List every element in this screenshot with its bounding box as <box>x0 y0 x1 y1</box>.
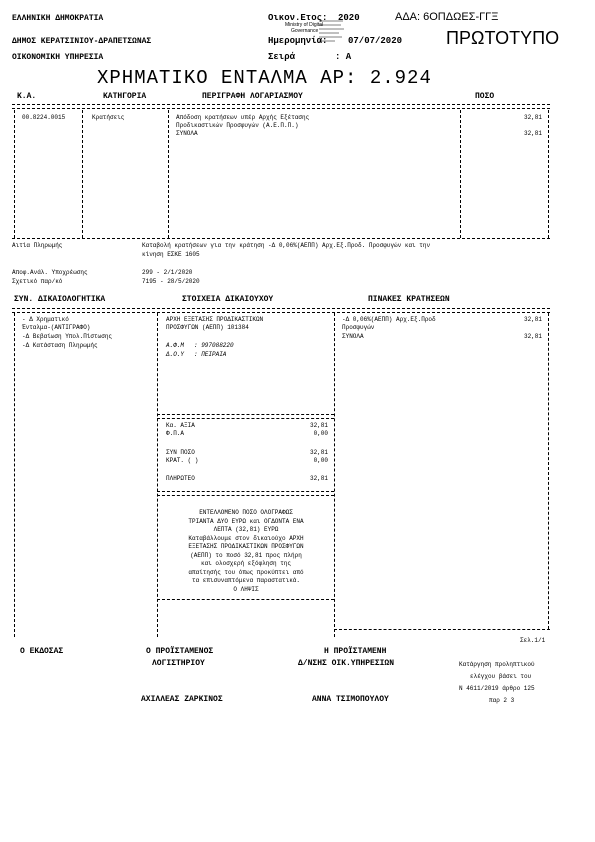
org-municipality: ΔΗΜΟΣ ΚΕΡΑΤΣΙΝΙΟΥ-ΔΡΑΠΕΤΣΩΝΑΣ <box>12 37 152 46</box>
document-item: - Δ Χρηματικό <box>22 316 69 323</box>
signature-line: Governance <box>291 28 319 34</box>
commitment-value: 299 - 2/1/2020 <box>142 269 193 276</box>
document-item: -Δ Κατάσταση Πληρωμής <box>22 342 98 349</box>
payment-cause-line: Καταβολή κρατήσεων για την κράτηση -Δ 0,06%(ΑΕΠΠ) Αρχ.Εξ.Προδ. Προσφυγών και την <box>142 242 431 249</box>
series-label: Σειρά <box>268 52 296 62</box>
table-border <box>168 110 169 238</box>
col-header-description: ΠΕΡΙΓΡΑΦΗ ΛΟΓΑΡΙΑΣΜΟΥ <box>202 92 303 101</box>
date-value: 07/07/2020 <box>348 36 403 46</box>
accounting-head-name: ΑΧΙΛΛΕΑΣ ΖΑΡΚΙΝΟΣ <box>141 695 223 704</box>
afm-value: : 997088220 <box>194 342 234 349</box>
withholding-line: Προσφυγών <box>342 324 375 331</box>
control-note: Ν 4611/2019 άρθρο 125 <box>459 685 535 692</box>
head-accounting-title: Ο ΠΡΟΪΣΤΑΜΕΝΟΣ <box>146 647 214 656</box>
original-stamp: ΠΡΩΤΟΤΥΠΟ <box>446 28 560 48</box>
divider <box>157 491 334 492</box>
amount-row-value: 0,00 <box>313 430 328 437</box>
control-note: παρ 2 3 <box>489 697 515 704</box>
document-item: Ένταλμα-(ΑΝΤΙΓΡΑΦΟ) <box>22 324 91 331</box>
amount-in-words: ΛΕΠΤΑ (32,81) ΕΥΡΩ <box>213 526 279 533</box>
divider <box>157 418 334 419</box>
table-border <box>334 313 335 637</box>
category-value: Κρατήσεις <box>92 114 125 121</box>
signature-seal-icon <box>317 18 347 48</box>
org-department: ΟΙΚΟΝΟΜΙΚΗ ΥΠΗΡΕΣΙΑ <box>12 53 104 62</box>
digital-signature-stamp <box>285 14 347 54</box>
document-item: -Δ Βεβαίωση Υπολ.Πίστωσης <box>22 333 113 340</box>
amount-row-value: 0,00 <box>313 457 328 464</box>
amount-row-label: ΣΥΝ ΠΟΣΟ <box>166 449 195 456</box>
divider <box>157 495 334 496</box>
col-header-ka: Κ.Α. <box>17 92 37 101</box>
control-note: Κατάργηση προληπτικού <box>459 661 535 668</box>
related-doc-label: Σχετικό παρ/κό <box>12 278 63 285</box>
control-note: ελέγχου βάσει του <box>470 673 532 680</box>
finance-head-name: ΑΝΝΑ ΤΣΙΜΟΠΟΥΛΟΥ <box>312 695 389 704</box>
ada-code: ΑΔΑ: 6ΟΠΔΩΕΣ-ΓΓΞ <box>395 11 499 23</box>
table-border <box>548 313 549 629</box>
doy-value: : ΠΕΙΡΑΙΑ <box>194 351 227 358</box>
page-ref: Σελ.1/1 <box>520 637 546 644</box>
beneficiary-name: ΠΡΟΣΦΥΓΩΝ (ΑΕΠΠ) 101384 <box>166 324 249 331</box>
related-doc-value: 7195 - 28/5/2020 <box>142 278 200 285</box>
amount-row-value: 32,81 <box>309 422 328 429</box>
divider <box>12 308 550 309</box>
description-line: Προδικαστικών Προσφυγών (Α.Ε.Π.Π.) <box>176 122 299 129</box>
withholding-total-label: ΣΥΝΟΛΑ <box>342 333 364 340</box>
org-country: ΕΛΛΗΝΙΚΗ ΔΗΜΟΚΡΑΤΙΑ <box>12 14 104 23</box>
amount-row-label: Κα. ΑΞΙΑ <box>166 422 195 429</box>
divider <box>12 238 550 239</box>
description-line: Απόδοση κρατήσεων υπέρ Αρχής Εξέτασης <box>176 114 310 121</box>
divider <box>334 629 550 630</box>
amount-row-label: ΚΡΑΤ. ( ) <box>166 457 199 464</box>
fiscal-year-label: Οικον.Ετος: <box>268 13 328 23</box>
signature-line: Ministry of Digital <box>285 22 324 28</box>
head-finance-title: Η ΠΡΟΪΣΤΑΜΕΝΗ <box>324 647 387 656</box>
receiver-label: Ο ΛΗΨΙΣ <box>233 586 259 593</box>
beneficiary-name: ΑΡΧΗ ΕΞΕΤΑΣΗΣ ΠΡΟΔΙΚΑΣΤΙΚΩΝ <box>166 316 264 323</box>
section-title-withholdings: ΠΙΝΑΚΕΣ ΚΡΑΤΗΣΕΩΝ <box>368 295 450 304</box>
divider <box>157 599 334 600</box>
doy-label: Δ.Ο.Υ <box>166 351 185 358</box>
table-border <box>157 313 158 637</box>
withholding-total: 32,81 <box>523 333 542 340</box>
col-header-amount: ΠΟΣΟ <box>475 92 495 101</box>
amount-row-value: 32,81 <box>309 475 328 482</box>
payment-cause-line: κίνηση ΕΣΚΕ 1605 <box>142 251 200 258</box>
amount-value: 32,81 <box>523 114 542 121</box>
document-title: ΧΡΗΜΑΤΙΚΟ ΕΝΤΑΛΜΑ ΑΡ: 2.924 <box>97 67 432 89</box>
amount-in-words: ΕΝΤΕΛΛΟΜΕΝΟ ΠΟΣΟ ΟΛΟΓΡΑΦΩΣ <box>199 509 293 516</box>
amount-row-label: ΠΛΗΡΩΤΕΟ <box>166 475 195 482</box>
ka-value: 00.8224.0015 <box>22 114 66 121</box>
payment-statement: (ΑΕΠΠ) το ποσό 32,81 προς πλήρη <box>190 552 302 559</box>
commitment-label: Αποφ.Ανάλ. Υποχρέωσης <box>12 269 88 276</box>
date-label: Ημερομηνία: <box>268 36 328 46</box>
table-border <box>460 110 461 238</box>
withholding-value: 32,81 <box>523 316 542 323</box>
payment-statement: τα επισυναπτόμενα παραστατικά. <box>191 577 301 584</box>
payment-statement: και ολοσχερή εξόφληση της <box>200 560 291 567</box>
section-title-documents: ΣΥΝ. ΔΙΚΑΙΟΛΟΓΗΤΙΚΑ <box>14 295 106 304</box>
amount-row-label: Φ.Π.Α <box>166 430 185 437</box>
payment-statement: απαίτησής του όπως προκύπτει από <box>188 569 304 576</box>
col-header-category: ΚΑΤΗΓΟΡΙΑ <box>103 92 147 101</box>
payment-statement: Καταβάλλουμε στον δικαιούχο ΑΡΧΗ <box>188 535 304 542</box>
divider <box>12 312 550 313</box>
divider <box>12 108 550 109</box>
amount-in-words: ΤΡΙΑΝΤΑ ΔΥΟ ΕΥΡΩ και ΟΓΔΟΝΤΑ ΕΝΑ <box>188 518 304 525</box>
withholding-line: -Δ 0,06%(ΑΕΠΠ) Αρχ.Εξ.Προδ <box>342 316 436 323</box>
amount-row-value: 32,81 <box>309 449 328 456</box>
amount-total: 32,81 <box>523 130 542 137</box>
description-total-label: ΣΥΝΟΛΑ <box>176 130 198 137</box>
payment-cause-label: Αιτία Πληρωμής <box>12 242 63 249</box>
table-border <box>14 110 15 238</box>
head-finance-title: Δ/ΝΣΗΣ ΟΙΚ.ΥΠΗΡΕΣΙΩΝ <box>298 659 395 668</box>
table-border <box>548 110 549 238</box>
fiscal-year-value: 2020 <box>338 13 360 23</box>
series-value: : Α <box>335 52 352 62</box>
afm-label: Α.Φ.Μ <box>166 342 185 349</box>
divider <box>157 414 334 415</box>
table-border <box>82 110 83 238</box>
payment-statement: ΕΞΕΤΑΣΗΣ ΠΡΟΔΙΚΑΣΤΙΚΩΝ ΠΡΟΣΦΥΓΩΝ <box>188 543 304 550</box>
divider <box>12 104 550 105</box>
table-border <box>14 313 15 637</box>
issuer-label: Ο ΕΚΔΟΣΑΣ <box>20 647 64 656</box>
head-accounting-title: ΛΟΓΙΣΤΗΡΙΟΥ <box>152 659 205 668</box>
section-title-beneficiary: ΣΤΟΙΧΕΙΑ ΔΙΚΑΙΟΥΧΟΥ <box>182 295 274 304</box>
